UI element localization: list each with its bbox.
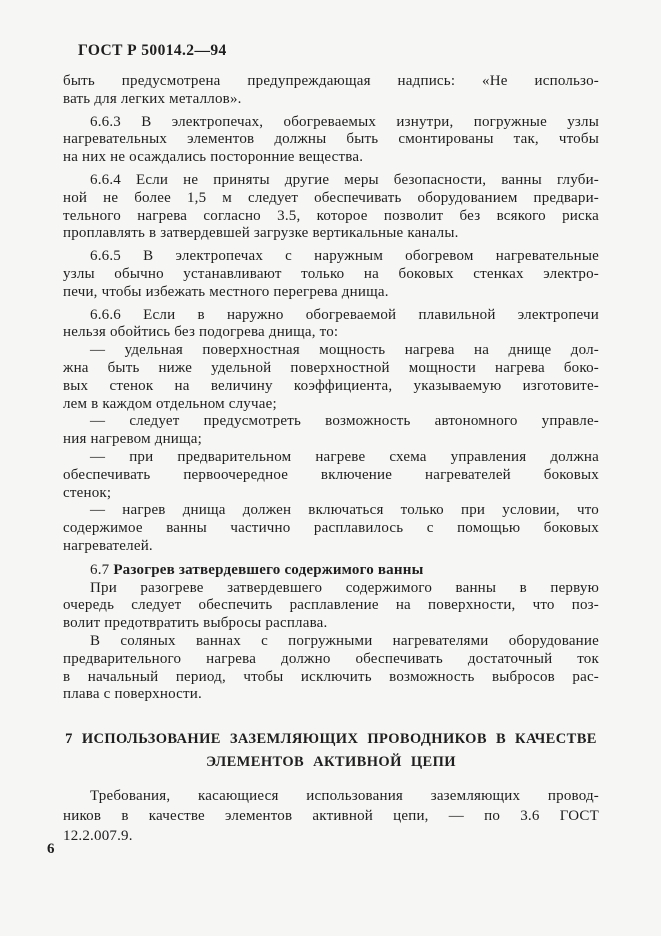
paragraph [63,248,599,301]
text-line: — при предварительном нагреве схема управления должна [90,448,599,465]
text-line: нагревательных элементов должны быть смонтированы так, чтобы [63,131,599,148]
paragraph [63,342,599,413]
section-heading-line: ЭЛЕМЕНТОВ АКТИВНОЙ ЦЕПИ [206,754,456,771]
paragraph [63,73,599,109]
text-line: плава с поверхности. [63,686,202,703]
subsection-heading [63,562,599,580]
text-line: ния нагревом днища; [63,431,202,448]
paragraph [63,449,599,502]
text-line: нагревателей. [63,537,153,554]
paragraph [63,633,599,704]
text-line: 12.2.007.9. [63,828,133,845]
text-line: стенок; [63,484,112,501]
text-line: ников в качестве элементов активной цепи, — по 3.6 ГОСТ [63,808,599,825]
text-line: печи, чтобы избежать местного перегрева днища. [63,283,389,300]
text-line: содержимое ванны частично расплавилось с помощью боковых [63,520,599,537]
text-line: очередь следует обеспечить расплавление на поверхности, что поз- [63,597,599,614]
paragraph [63,114,599,167]
text-line: ной не более 1,5 м следует обеспечивать оборудованием предвари- [63,189,599,206]
text-line: узлы обычно устанавливают только на боковых стенках электро- [63,265,599,282]
text-line: тельного нагрева согласно 3.5, которое позволит без всякого риска [63,207,599,224]
text-line: обеспечивать первоочередное включение нагревателей боковых [63,466,599,483]
text-line: в начальный период, чтобы исключить возможность выбросов рас- [63,668,599,685]
paragraph [63,172,599,243]
text-line: — удельная поверхностная мощность нагрева на днище дол- [90,342,599,359]
section-heading [63,728,599,774]
text-line: Требования, касающиеся использования заземляющих провод- [90,788,599,805]
text-line: 6.6.4 Если не приняты другие меры безопасности, ванны глуби- [90,171,599,188]
text-line: предварительного нагрева должно обеспечивать достаточный ток [63,650,599,667]
text-line: 6.6.6 Если в наружно обогреваемой плавильной электропечи [90,306,599,323]
text-line: вых стенок на величину коэффициента, указываемую изготовите- [63,377,599,394]
section-heading-line: 7 ИСПОЛЬЗОВАНИЕ ЗАЗЕМЛЯЮЩИХ ПРОВОДНИКОВ В КАЧЕСТВЕ [65,731,597,748]
text-line: жна быть ниже удельной поверхностной мощности нагрева боко- [63,359,599,376]
page-number: 6 [47,841,55,857]
text-line: на них не осаждались посторонние вещества. [63,149,364,166]
subsection-number: 6.7 [90,561,114,578]
text-line: вать для легких металлов». [63,90,242,107]
paragraph [63,786,599,846]
text-line: 6.6.3 В электропечах, обогреваемых изнутри, погружные узлы [90,113,599,130]
text-line: проплавлять в затвердевшей загрузке вертикальные каналы. [63,225,459,242]
document-code-header: ГОСТ Р 50014.2—94 [78,42,227,59]
text-line: лем в каждом отдельном случае; [63,395,277,412]
text-line: — следует предусмотреть возможность автономного управле- [90,413,599,430]
paragraph [63,502,599,555]
text-line: волит предотвратить выбросы расплава. [63,615,328,632]
document-body [63,73,599,846]
text-line: В соляных ваннах с погружными нагревателями оборудование [90,632,599,649]
paragraph [63,307,599,343]
paragraph [63,580,599,633]
subsection-title: Разогрев затвердевшего содержимого ванны [113,561,424,578]
text-line: нельзя обойтись без подогрева днища, то: [63,324,339,341]
text-line: 6.6.5 В электропечах с наружным обогревом нагревательные [90,248,599,265]
text-line: — нагрев днища должен включаться только при условии, что [90,502,599,519]
paragraph [63,413,599,449]
text-line: быть предусмотрена предупреждающая надпись: «Не использо- [63,73,599,89]
text-line: При разогреве затвердевшего содержимого ванны в первую [90,579,599,596]
